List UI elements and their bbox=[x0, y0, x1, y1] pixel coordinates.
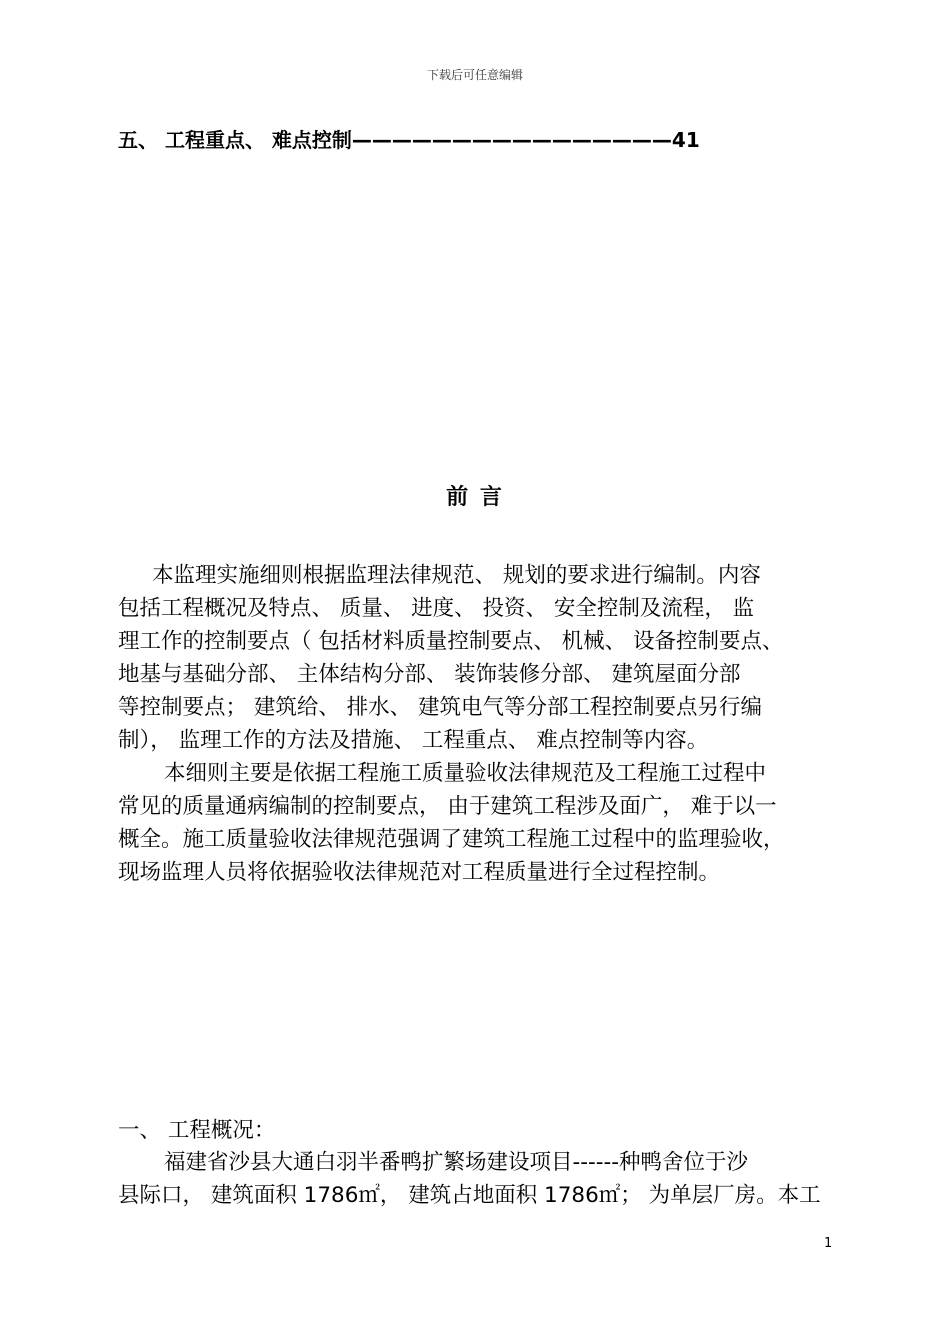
section-1-paragraph bbox=[118, 1146, 838, 1212]
text-line: 等控制要点； 建筑给、 排水、 建筑电气等分部工程控制要点另行编 bbox=[118, 695, 763, 720]
text-line: 常见的质量通病编制的控制要点， 由于建筑工程涉及面广， 难于以一 bbox=[118, 794, 777, 819]
text-line: 本监理实施细则根据监理法律规范、 规划的要求进行编制。内容 bbox=[152, 563, 761, 588]
text-line: 地基与基础分部、 主体结构分部、 装饰装修分部、 建筑屋面分部 bbox=[118, 662, 741, 687]
section-heading: 一、 工程概况： bbox=[118, 1118, 276, 1143]
text-line: 概全。施工质量验收法律规范强调了建筑工程施工过程中的监理验收， bbox=[118, 827, 785, 852]
preface-title: 前 言 bbox=[446, 485, 504, 510]
text-line: 本细则主要是依据工程施工质量验收法律规范及工程施工过程中 bbox=[164, 761, 767, 786]
text-line: 理工作的控制要点（ 包括材料质量控制要点、 机械、 设备控制要点、 bbox=[118, 629, 784, 654]
text-line: 现场监理人员将依据验收法律规范对工程质量进行全过程控制。 bbox=[118, 860, 721, 885]
toc-entry: 五、 工程重点、 难点控制————————————————41 bbox=[118, 128, 700, 152]
text-line: 县际口， 建筑面积 1786㎡， 建筑占地面积 1786㎡； 为单层厂房。本工 bbox=[118, 1183, 821, 1208]
header-note: 下载后可任意编辑 bbox=[426, 68, 523, 82]
preface-paragraph-2 bbox=[118, 757, 838, 889]
text-line: 福建省沙县大通白羽半番鸭扩繁场建设项目------种鸭舍位于沙 bbox=[164, 1150, 749, 1175]
text-line: 包括工程概况及特点、 质量、 进度、 投资、 安全控制及流程， 监 bbox=[118, 596, 755, 621]
page-number: 1 bbox=[824, 1236, 833, 1251]
text-line: 制）， 监理工作的方法及措施、 工程重点、 难点控制等内容。 bbox=[118, 728, 709, 753]
preface-paragraph-1 bbox=[118, 559, 838, 757]
